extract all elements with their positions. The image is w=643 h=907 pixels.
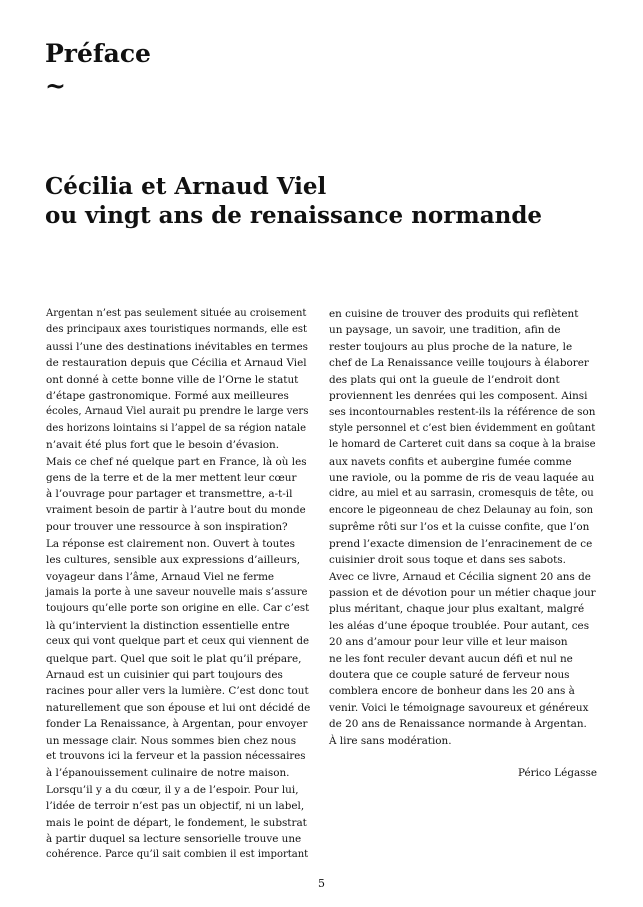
text-line: des horizons lointains si l’appel de sa région natale [46, 422, 307, 434]
text-line: gens de la terre et de la mer mettent leur cœur [46, 472, 297, 485]
text-line: suprême rôti sur l’os et la cuisse confite, que l’on [329, 521, 590, 534]
text-line: les aléas d’une époque troublée. Pour autant, ces [329, 619, 590, 632]
text-line: n’avait été plus fort que le besoin d’évasion. [46, 439, 280, 452]
text-line: cohérence. Parce qu’il sait combien il est important [46, 849, 309, 861]
right-text-column [329, 306, 597, 782]
text-line: prend l’exacte dimension de l’enracinement de ce [329, 537, 593, 550]
chapter-title [45, 172, 605, 230]
text-line: Avec ce livre, Arnaud et Cécilia signent 20 ans de [329, 570, 591, 583]
author-signature: Périco Légasse [517, 767, 597, 780]
text-line: les cultures, sensible aux expressions d’ailleurs, [46, 554, 301, 567]
text-line: des plats qui ont la gueule de l’endroit dont [329, 373, 560, 386]
text-line: chef de La Renaissance veille toujours à élaborer [329, 357, 589, 370]
text-line: le homard de Carteret cuit dans sa coque à la braise [329, 439, 596, 451]
text-line: ses incontournables restent-ils la référence de son [329, 406, 596, 419]
text-line: plus méritant, chaque jour plus exaltant, malgré [329, 603, 585, 616]
text-line: de 20 ans de Renaissance normande à Argentan. [329, 718, 587, 731]
text-line: toujours qu’elle porte son origine en elle. Car c’est [46, 603, 310, 615]
text-line: un message clair. Nous sommes bien chez nous [46, 734, 297, 747]
text-line: vraiment besoin de partir à l’autre bout du monde [46, 504, 306, 516]
text-line: passion et de dévotion pour un métier chaque jour [329, 586, 596, 599]
text-line: 20 ans d’amour pour leur ville et leur maison [329, 636, 568, 649]
text-line: d’étape gastronomique. Formé aux meilleures [46, 390, 289, 403]
text-line: ceux qui vont quelque part et ceux qui viennent de [46, 636, 310, 648]
text-line: un paysage, un savoir, une tradition, afin de [329, 324, 561, 337]
text-line: des principaux axes touristiques normands, elle est [46, 324, 308, 336]
text-line: de restauration depuis que Cécilia et Arnaud Viel [46, 357, 307, 370]
text-line: À lire sans modération. [329, 734, 452, 747]
text-line: encore le pigeonneau de chez Delaunay au foin, son [329, 504, 594, 516]
page-number: 5 [318, 877, 325, 890]
page-heading: Préface [45, 39, 151, 68]
left-text-column [46, 306, 310, 864]
text-line: voyageur dans l’âme, Arnaud Viel ne ferme [46, 570, 275, 583]
text-line: proviennent les denrées qui les composent. Ainsi [329, 390, 588, 403]
text-line: fonder La Renaissance, à Argentan, pour envoyer [46, 718, 308, 731]
text-line: Arnaud est un cuisinier qui part toujours des [46, 668, 283, 681]
text-line: cuisinier droit sous toque et dans ses sabots. [329, 554, 566, 567]
text-line: ont donné à cette bonne ville de l’Orne le statut [46, 373, 299, 386]
text-line: écoles, Arnaud Viel aurait pu prendre le large vers [46, 406, 309, 418]
text-line: là qu’intervient la distinction essentielle entre [46, 619, 290, 632]
text-line: venir. Voici le témoignage savoureux et généreux [329, 701, 589, 714]
chapter-title-line-1: Cécilia et Arnaud Viel [45, 173, 327, 200]
text-line: une raviole, ou la pomme de ris de veau laquée au [329, 472, 595, 485]
text-line: cidre, au miel et au sarrasin, cromesquis de tête, ou [329, 488, 594, 500]
text-line: doutera que ce couple saturé de ferveur nous [329, 668, 570, 681]
text-line: Lorsqu’il y a du cœur, il y a de l’espoir. Pour lui, [46, 783, 299, 796]
text-line: racines pour aller vers la lumière. C’est donc tout [46, 685, 309, 698]
text-line: en cuisine de trouver des produits qui reflètent [329, 308, 579, 320]
text-line: rester toujours au plus proche de la nature, le [329, 340, 573, 353]
text-line: à l’épanouissement culinaire de notre maison. [46, 767, 290, 780]
text-line: style personnel et c’est bien évidemment en goûtant [329, 422, 596, 434]
chapter-title-line-2: ou vingt ans de renaissance normande [45, 202, 543, 229]
text-line: jamais la porte à une saveur nouvelle mais s’assure [46, 586, 308, 598]
heading-ornament: ~ [45, 71, 66, 100]
text-line: mais le point de départ, le fondement, le substrat [46, 816, 307, 829]
text-line: naturellement que son épouse et lui ont décidé de [46, 701, 311, 714]
text-line: aussi l’une des destinations inévitables en termes [46, 340, 308, 353]
text-line: et trouvons ici la ferveur et la passion nécessaires [46, 750, 306, 762]
blank-line [329, 749, 597, 765]
text-line: quelque part. Quel que soit le plat qu’il prépare, [46, 652, 302, 665]
text-line: La réponse est clairement non. Ouvert à toutes [46, 537, 296, 550]
text-line: Argentan n’est pas seulement située au croisement [46, 308, 307, 319]
text-line: l’idée de terroir n’est pas un objectif, ni un label, [46, 800, 305, 813]
text-line: à l’ouvrage pour partager et transmettre, a-t-il [46, 488, 293, 501]
text-line: comblera encore de bonheur dans les 20 ans à [329, 685, 575, 698]
text-line: Mais ce chef né quelque part en France, là où les [46, 455, 307, 468]
text-line: à partir duquel sa lecture sensorielle trouve une [46, 833, 302, 845]
text-line: aux navets confits et aubergine fumée comme [329, 455, 572, 468]
text-line: ne les font reculer devant aucun défi et nul ne [329, 652, 573, 665]
text-line: pour trouver une ressource à son inspiration? [46, 521, 288, 534]
